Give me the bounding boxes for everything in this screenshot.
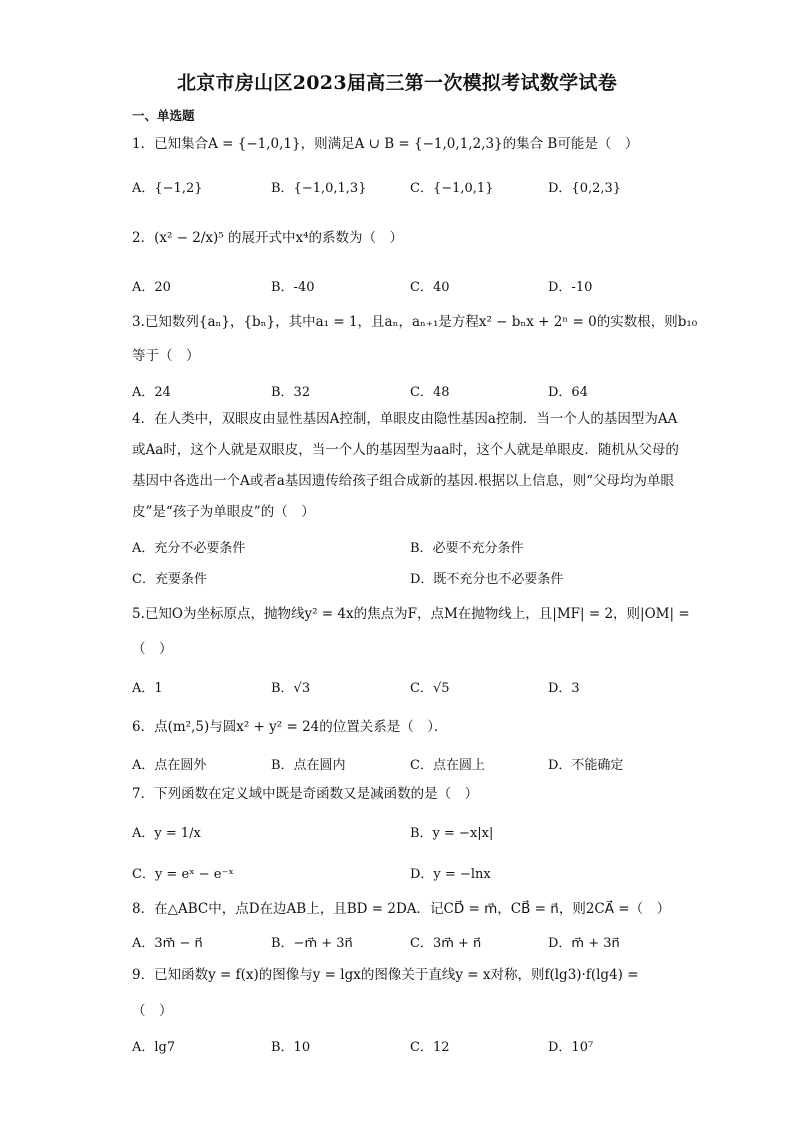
q8-option-b[interactable]: B．−m⃗ + 3n⃗ [271, 936, 353, 951]
q9-option-d[interactable]: D．10⁷ [548, 1040, 594, 1055]
question-4-stem: 4．在人类中，双眼皮由显性基因A控制，单眼皮由隐性基因a控制．当一个人的基因型为AA或Aa时，这个人就是双眼皮，当一个人的基因型为aa时，这个人就是单眼皮．随机从父母的基因中各选出一个A或者a基因遗传给孩子组合成新的基因.根据以上信息，则“父母均为单眼皮”是“孩子为单眼皮”的（ ） [132, 411, 679, 520]
question-9-stem-cont: （ ） [132, 1003, 173, 1019]
q1-option-d[interactable]: D．{0,2,3} [548, 181, 622, 196]
q9-option-a[interactable]: A．lg7 [132, 1040, 176, 1055]
q6-option-b[interactable]: B．点在圆内 [271, 758, 346, 773]
q3-option-b[interactable]: B．32 [271, 385, 311, 400]
q7-option-b[interactable]: B．y = −x|x| [410, 826, 494, 841]
q2-option-b[interactable]: B．-40 [271, 280, 315, 295]
q7-option-d[interactable]: D．y = −lnx [410, 867, 491, 882]
q7-option-a[interactable]: A．y = 1/x [132, 826, 201, 841]
q5-option-d[interactable]: D．3 [548, 681, 580, 696]
q9-option-b[interactable]: B．10 [271, 1040, 311, 1055]
section-heading: 一、单选题 [132, 108, 195, 123]
q7-option-c[interactable]: C．y = eˣ − e⁻ˣ [132, 867, 234, 882]
q6-option-c[interactable]: C．点在圆上 [410, 758, 485, 773]
q3-option-d[interactable]: D．64 [548, 385, 588, 400]
question-2-stem: 2．(x² − 2/x)⁵ 的展开式中x⁴的系数为（ ） [132, 230, 404, 246]
question-8-stem: 8．在△ABC中，点D在边AB上，且BD = 2DA．记CD⃗ = m⃗，CB⃗ = n⃗，则2CA⃗ =（ ） [132, 901, 671, 917]
q4-option-d[interactable]: D．既不充分也不必要条件 [410, 572, 564, 587]
q2-option-c[interactable]: C．40 [410, 280, 450, 295]
q5-option-a[interactable]: A．1 [132, 681, 163, 696]
q1-option-a[interactable]: A．{−1,2} [132, 181, 203, 196]
question-7-stem: 7．下列函数在定义域中既是奇函数又是减函数的是（ ） [132, 786, 479, 802]
question-1-stem: 1．已知集合A = {−1,0,1}，则满足A ∪ B = {−1,0,1,2,3}的集合 B可能是（ ） [132, 136, 639, 152]
question-3-stem: 3.已知数列{aₙ}，{bₙ}，其中a₁ = 1，且aₙ，aₙ₊₁是方程x² − bₙx + 2ⁿ = 0的实数根，则b₁₀ [132, 314, 698, 330]
q6-option-a[interactable]: A．点在圆外 [132, 758, 207, 773]
q6-option-d[interactable]: D．不能确定 [548, 758, 624, 773]
q1-option-c[interactable]: C．{−1,0,1} [410, 181, 494, 196]
q2-option-a[interactable]: A．20 [132, 280, 171, 295]
question-5-stem-cont: （ ） [132, 641, 173, 657]
q9-option-c[interactable]: C．12 [410, 1040, 450, 1055]
q5-option-c[interactable]: C．√5 [410, 681, 450, 696]
q3-option-c[interactable]: C．48 [410, 385, 450, 400]
question-6-stem: 6．点(m²,5)与圆x² + y² = 24的位置关系是（ ）． [132, 719, 448, 735]
q4-option-c[interactable]: C．充要条件 [132, 572, 207, 587]
q2-option-d[interactable]: D．-10 [548, 280, 593, 295]
q8-option-c[interactable]: C．3m⃗ + n⃗ [410, 936, 482, 951]
question-9-stem: 9．已知函数y = f(x)的图像与y = lgx的图像关于直线y = x对称，则f(lg3)·f(lg4) = [132, 967, 639, 983]
question-3-stem-cont: 等于（ ） [132, 348, 200, 364]
q1-option-b[interactable]: B．{−1,0,1,3} [271, 181, 367, 196]
question-5-stem: 5.已知O为坐标原点，抛物线y² = 4x的焦点为F，点M在抛物线上，且|MF| = 2，则|OM| = [132, 606, 690, 622]
exam-title: 北京市房山区2023届高三第一次模拟考试数学试卷 [176, 72, 618, 94]
q3-option-a[interactable]: A．24 [132, 385, 171, 400]
q4-option-a[interactable]: A．充分不必要条件 [132, 541, 246, 556]
q4-option-b[interactable]: B．必要不充分条件 [410, 541, 524, 556]
q8-option-d[interactable]: D．m⃗ + 3n⃗ [548, 936, 620, 951]
q5-option-b[interactable]: B．√3 [271, 681, 311, 696]
q8-option-a[interactable]: A．3m⃗ − n⃗ [132, 936, 203, 951]
